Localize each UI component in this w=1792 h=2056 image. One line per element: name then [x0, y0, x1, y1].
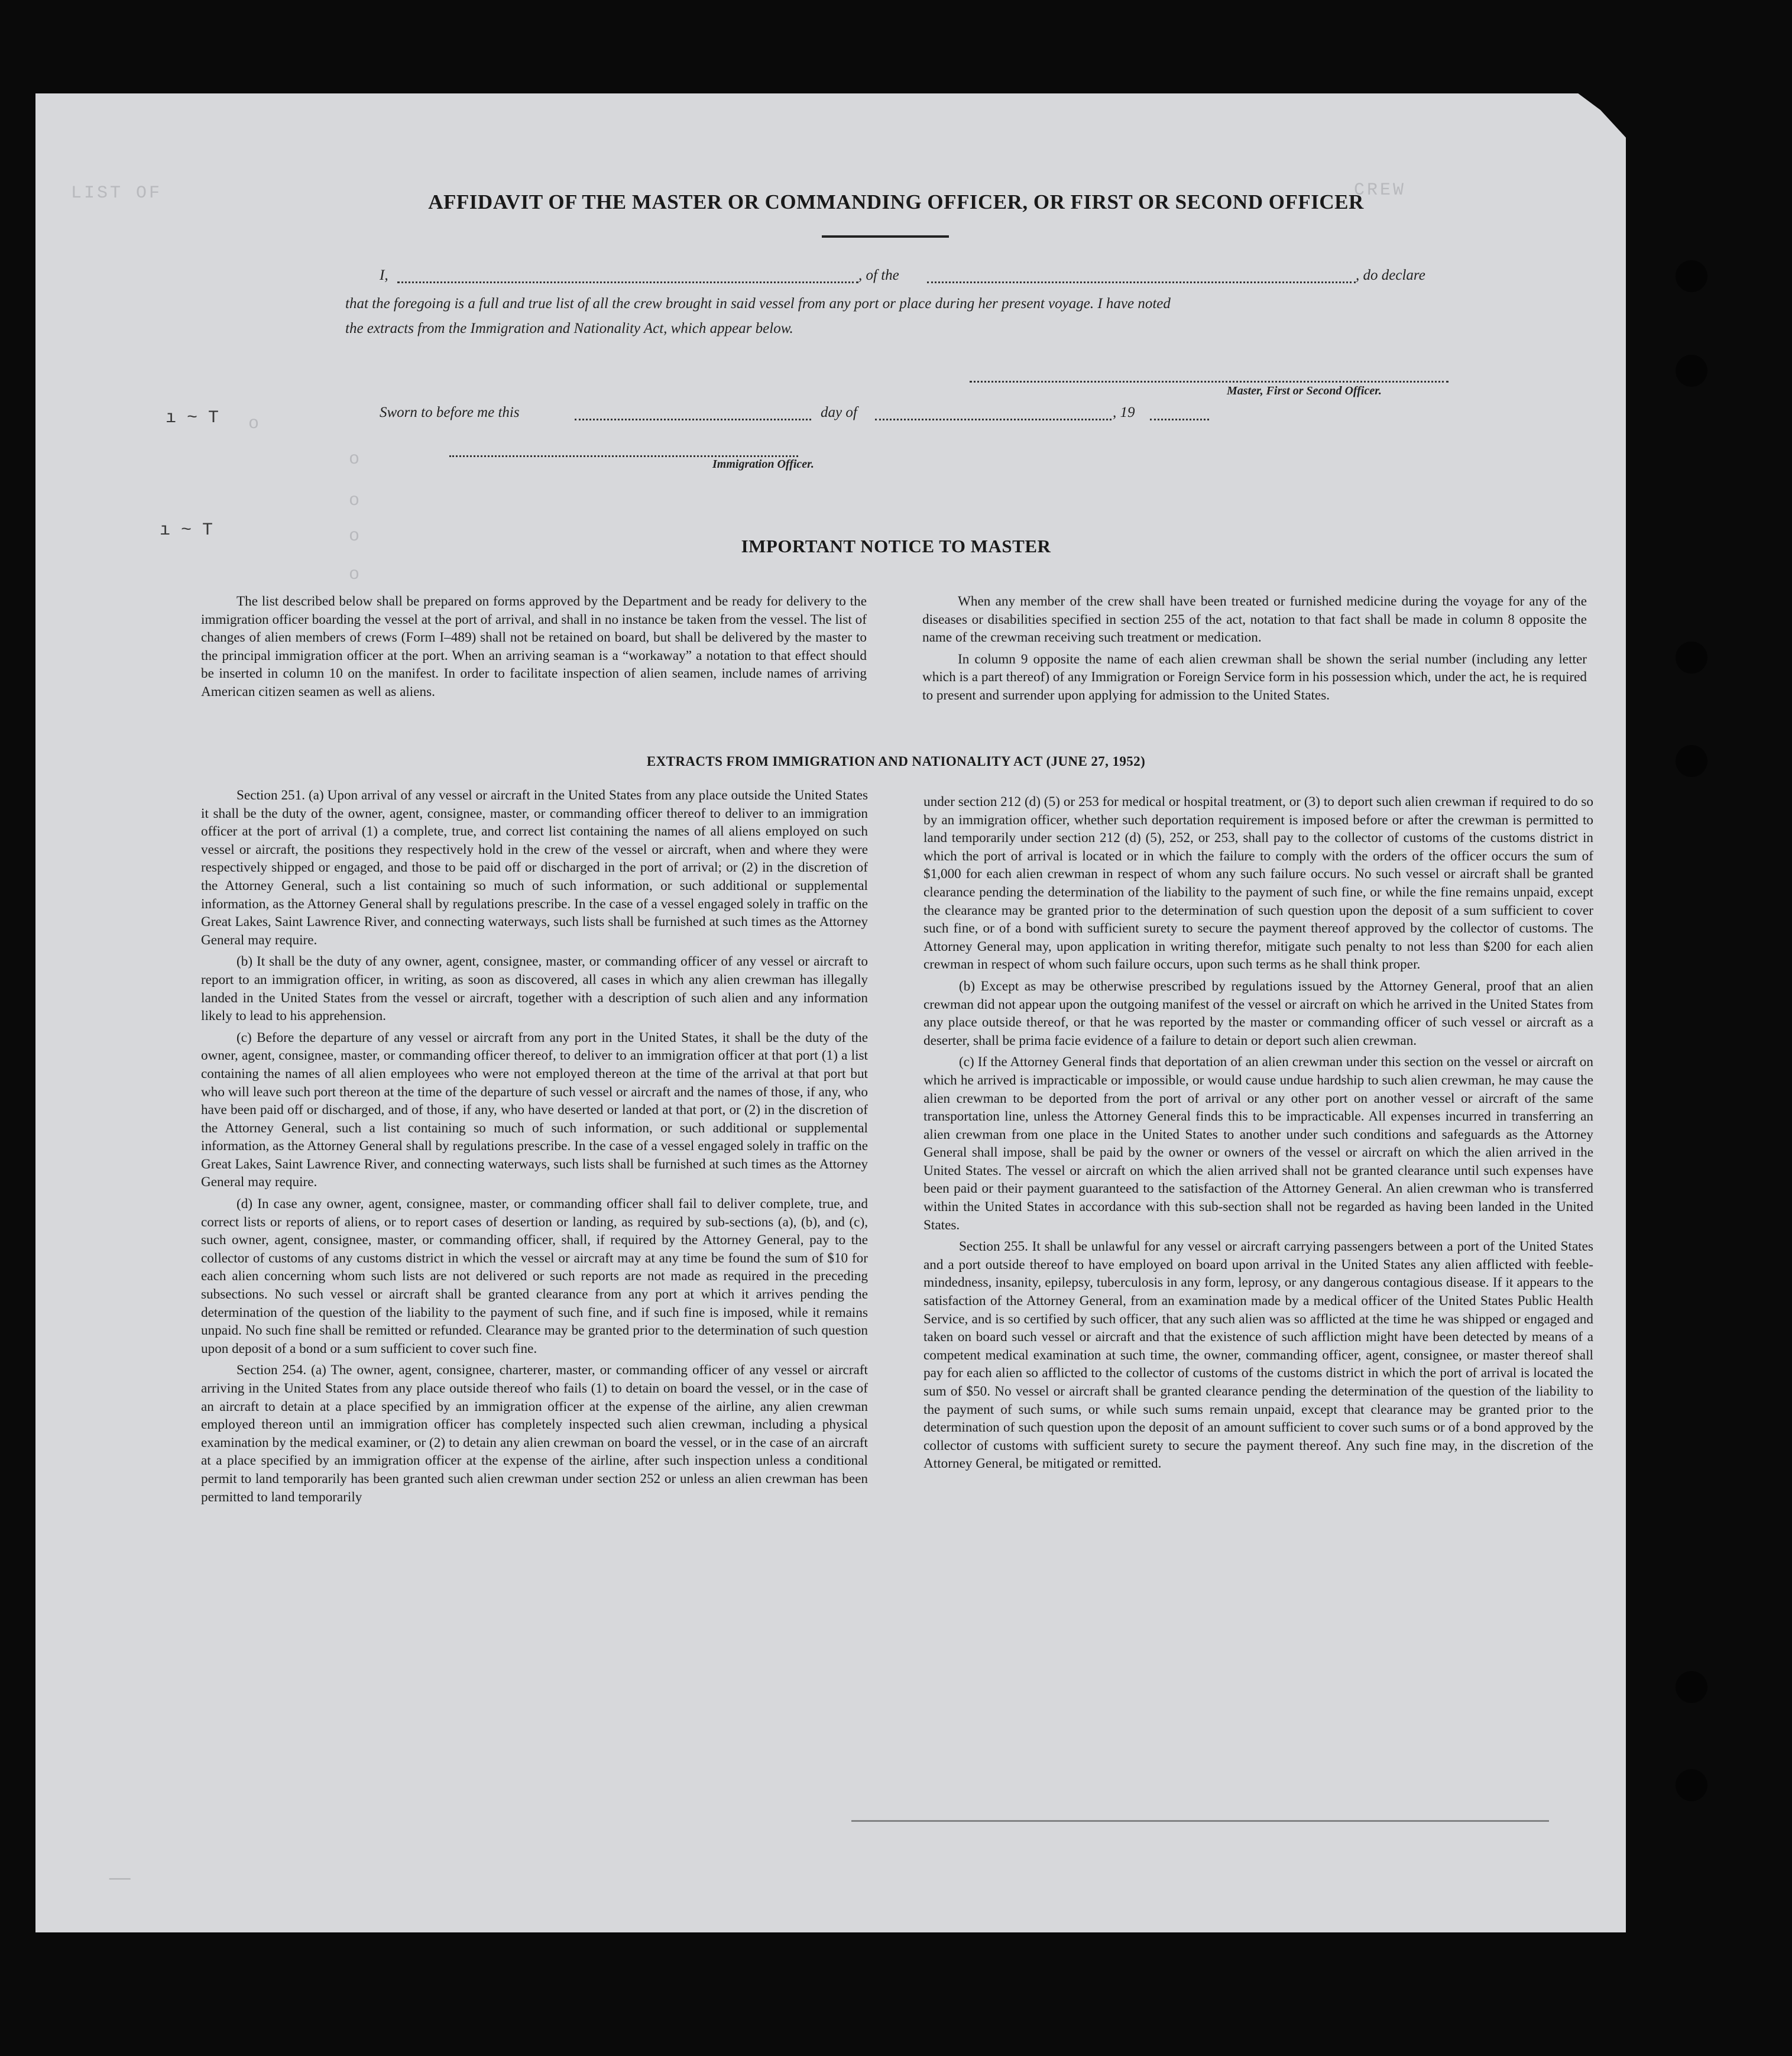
section-255: Section 255. It shall be unlawful for any vessel or aircraft carrying passengers between a port of the United States and a port outside thereof to have employed on board upon arrival in the United States any alien afflicted with feeble-mindedness, insanity, epilepsy, tuberculosis in any form, leprosy, or any dangerous contagious disease. If it appears to the satisfaction of the Attorney General, from an examination made by a medical officer of the United States Public Health Service, and is so certified by such officer, that any such alien was so afflicted at the time he was shipped or engaged and taken on board such vessel or aircraft and that the existence of such affliction might have been detected by means of a competent medical examination at such time, the owner, commanding officer, agent, consignee, or master thereof shall pay for each alien so afflicted to the collector of customs of the customs district in which the port of arrival is located the sum of $50. No vessel or aircraft shall be granted clearance pending the determination of the question of the liability to the payment of such sums, or while such sums remain unpaid, except that clearance may be granted prior to the determination of such question upon the deposit of an amount sufficient to cover such sums or of a bond approved by the collector of customs with sufficient surety to secure the payment thereof. Any such fine may, in the discretion of the Attorney General, be mitigated or remitted. [923, 1239, 1593, 1472]
margin-mark: ı ~ T [166, 408, 219, 428]
section-254c: (c) If the Attorney General finds that deportation of an alien crewman under this section on the vessel or aircraft on which he arrived is impracticable or impossible, or would cause undue hardship to such alien crewman, he may cause the alien crewman to be deported from the port of arrival or any other port on another vessel or aircraft of the same transportation line, unless the Attorney General finds this to be impracticable. All expenses incurred in transferring an alien crewman from one place in the United States to another under such conditions and safeguards as the Attorney General shall impose, shall be paid by the owner or owners of the vessel or aircraft on which the alien arrived in the United States. The vessel or aircraft on which the alien arrived shall not be granted clearance until such expenses have been paid or their payment guaranteed to the satisfaction of the Attorney General. An alien crewman who is transferred within the United States in accordance with this sub-section shall not be regarded as having been landed in the United States. [923, 1054, 1593, 1233]
section-251a: Section 251. (a) Upon arrival of any vessel or aircraft in the United States from any place outside the United States it shall be the duty of the owner, agent, consignee, master, or commanding officer thereof to deliver to an immigration officer at the port of arrival (1) a complete, true, and correct list containing the names of all aliens employed on such vessel or aircraft, the positions they respectively hold in the crew of the vessel or aircraft, when and where they were respectively shipped or engaged, and those to be paid off or discharged in the port of arrival; or (2) in the discretion of the Attorney General, such a list containing so much of such information, or such additional or supplemental information, as the Attorney General shall by regulations prescribe. In the case of a vessel engaged solely in traffic on the Great Lakes, Saint Lawrence River, and connecting waterways, such lists shall be furnished at such times as the Attorney General may require. [201, 788, 868, 948]
officer-signature-line[interactable] [449, 455, 798, 457]
title-rule [822, 235, 949, 238]
extracts-left-column [201, 786, 868, 1506]
notice-right-paragraph-1: When any member of the crew shall have been treated or furnished medicine during the voyage for any of the diseases or disabilities specified in section 255 of the act, notation to that fact shall be made in column 8 opposite the name of the crewman receiving such treatment or medication. [922, 594, 1587, 646]
bleed-through-text: LIST OF [71, 183, 163, 203]
extracts-title: EXTRACTS FROM IMMIGRATION AND NATIONALITY ACT (JUNE 27, 1952) [646, 754, 1146, 769]
extracts-right-column [923, 793, 1593, 1473]
section-254a-continued: under section 212 (d) (5) or 253 for medical or hospital treatment, or (3) to deport such alien crewman if required to do so by an immigration officer, whether such deportation requirement is imposed before or after the crewman is permitted to land temporarily under section 212 (d) (5), 252, or 253, shall pay to the collector of customs of the customs district in which the port of arrival is located or in which the failure to comply with the orders of the officer occurs the sum of $1,000 for each alien crewman in respect of whom any such failure occurs. No such vessel or aircraft shall be granted clearance pending the determination of the liability to the payment of such fine, or while the fine remains unpaid, except the clearance may be granted prior to the determination of such question upon the deposit of a sum sufficient to cover such fine, or of a bond with sufficient surety to secure the payment thereof approved by the collector of customs. The Attorney General may, upon application in writing therefor, mitigate such penalty to not less than $200 for each alien crewman in respect of whom such failure occurs, upon such terms as he shall think proper. [923, 794, 1593, 973]
name-field[interactable] [397, 281, 858, 283]
notice-right-column [922, 592, 1587, 705]
sworn-year-field[interactable] [1150, 419, 1209, 420]
bleed-through-text: CREW [1354, 180, 1407, 200]
margin-mark: ı ~ T [160, 520, 213, 540]
scan-artifact-line [851, 1820, 1549, 1822]
section-254a: Section 254. (a) The owner, agent, consignee, charterer, master, or commanding officer of any vessel or aircraft arriving in the United States from any place outside thereof who fails (1) to detain on board the vessel, or in the case of an aircraft to detain at a place specified by an immigration officer at the expense of the airline, any alien crewman employed thereon until an immigration officer has completely inspected such alien crewman, including a physical examination by the medical examiner, or (2) to detain any alien crewman on board the vessel, or in the case of an aircraft at a place specified by an immigration officer at the expense of the airline, after such inspection unless a conditional permit to land temporarily has been granted such alien crewman under section 252 or unless an alien crewman has been permitted to land temporarily [201, 1362, 868, 1505]
year-label: , 19 [1113, 404, 1135, 420]
bleed-through-signature: — [109, 1863, 131, 1890]
affidavit-title: AFFIDAVIT OF THE MASTER OR COMMANDING OFFICER, OR FIRST OR SECOND OFFICER [428, 190, 1364, 213]
vessel-field[interactable] [927, 281, 1356, 283]
i-label: I, [380, 267, 388, 283]
notice-title: IMPORTANT NOTICE TO MASTER [741, 536, 1051, 556]
bleed-through-text: o [349, 491, 362, 511]
affidavit-statement-line2: the extracts from the Immigration and Nationality Act, which appear below. [345, 320, 793, 336]
notice-left-paragraph: The list described below shall be prepared on forms approved by the Department and be ready for delivery to the immigration officer boarding the vessel at the port of arrival, and shall in no instance be taken from the vessel. The list of changes of alien members of crews (Form I–489) shall not be retained on board, but shall be delivered by the master to the principal immigration officer at the port. When an arriving seaman is a “workaway” a notation to that effect should be inserted in column 10 on the manifest. In order to facilitate inspection of alien seamen, include names of arriving American citizen seamen as well as aliens. [201, 594, 867, 700]
day-of-label: day of [821, 404, 857, 420]
master-signature-label: Master, First or Second Officer. [1227, 384, 1382, 397]
binder-hole [1676, 1671, 1707, 1703]
of-the-label: , of the [858, 267, 899, 283]
sworn-day-field[interactable] [575, 419, 811, 420]
bleed-through-text: o [349, 526, 362, 546]
notice-right-paragraph-2: In column 9 opposite the name of each alien crewman shall be shown the serial number (including any letter which is a part thereof) of any Immigration or Foreign Service form in his possession which, under the act, he is required to present and surrender upon applying for admission to the United States. [922, 651, 1587, 703]
notice-left-column [201, 592, 867, 701]
sworn-label: Sworn to before me this [380, 404, 520, 420]
affidavit-statement-line1: that the foregoing is a full and true list of all the crew brought in said vessel from any port or place during her present voyage. I have noted [345, 296, 1171, 312]
section-251b: (b) It shall be the duty of any owner, agent, consignee, master, or commanding officer of any vessel or aircraft to report to an immigration officer, in writing, as soon as discovered, all cases in which any alien crewman has illegally landed in the United States from the vessel or aircraft, together with a description of such alien and any information likely to lead to his apprehension. [201, 954, 868, 1024]
bleed-through-text: o [349, 449, 362, 470]
binder-hole [1676, 260, 1707, 292]
binder-hole [1676, 355, 1707, 387]
binder-hole [1676, 1769, 1707, 1801]
officer-signature-label: Immigration Officer. [712, 458, 814, 471]
section-251d: (d) In case any owner, agent, consignee, master, or commanding officer shall fail to deliver complete, true, and correct lists or reports of aliens, or to report cases of desertion or landing, as required by sub-sections (a), (b), and (c), such owner, agent, consignee, master, or commanding officer, shall, if required by the Attorney General, pay to the collector of customs of any customs district in which the vessel or aircraft may at any time be found the sum of $10 for each alien concerning whom such lists are not delivered or such reports are not made as required in the preceding subsections. No such vessel or aircraft shall be granted clearance from any port at which it arrives pending the determination of the question of the liability to the payment of such fine, and if such fine is imposed, while it remains unpaid. No such fine shall be remitted or refunded. Clearance may be granted prior to the determination of such question upon deposit of a bond or a sum sufficient to cover such fine. [201, 1196, 868, 1356]
section-254b: (b) Except as may be otherwise prescribed by regulations issued by the Attorney General, proof that an alien crewman did not appear upon the outgoing manifest of the vessel or aircraft on which he arrived in the United States from any place outside thereof, or that he was reported by the master or commanding officer of such vessel or aircraft as a deserter, shall be prima facie evidence of a failure to detain or deport such alien crewman. [923, 978, 1593, 1048]
sworn-month-field[interactable] [875, 419, 1112, 420]
bleed-through-text: o [349, 565, 362, 585]
bleed-through-text: o [248, 414, 262, 434]
binder-hole [1676, 642, 1707, 674]
section-251c: (c) Before the departure of any vessel or aircraft from any port in the United States, it shall be the duty of the owner, agent, consignee, master, or commanding officer thereof, to deliver to an immigration officer at that port (1) a list containing the names of all alien employees who were not employed thereon at the time of the arrival at that port but who will leave such port thereon at the time of the departure of such vessel or aircraft and the names of those, if any, who have been paid off or discharged, and of those, if any, who have deserted or landed at that port, or (2) in the discretion of the Attorney General, such a list containing so much of such information, or such additional or supplemental information, as the Attorney General shall by regulations prescribe. In the case of a vessel engaged solely in traffic on the Great Lakes, Saint Lawrence River, and connecting waterways, such lists shall be furnished at such times as the Attorney General may require. [201, 1029, 868, 1190]
do-declare-label: , do declare [1356, 267, 1425, 283]
master-signature-line[interactable] [970, 381, 1448, 383]
